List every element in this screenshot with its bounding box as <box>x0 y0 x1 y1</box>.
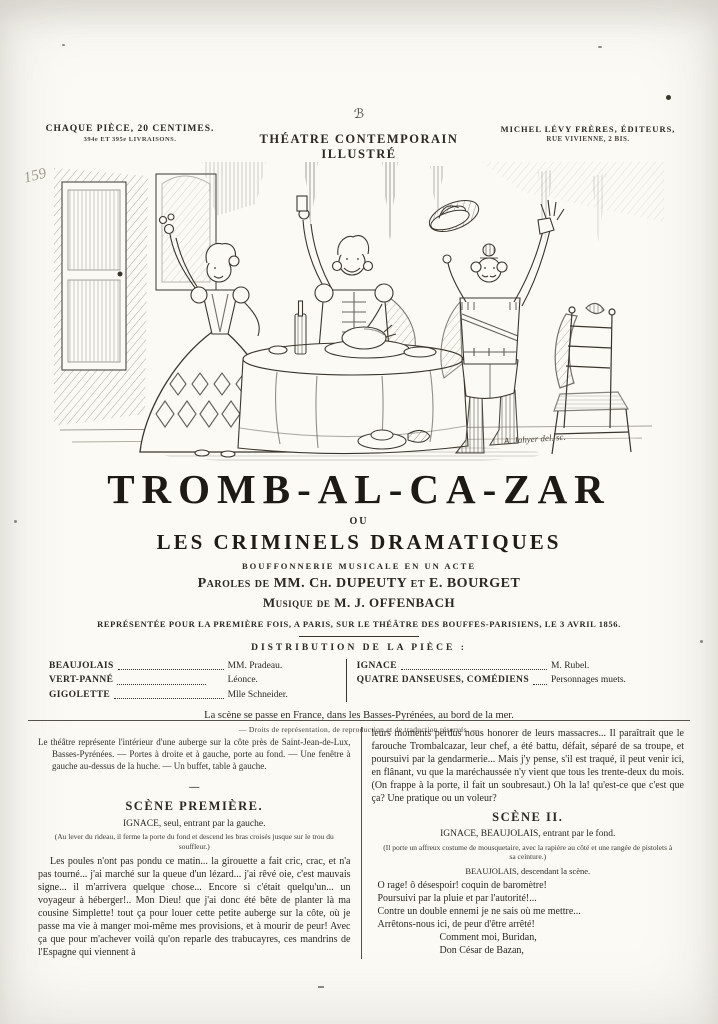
verse-line: Arrêtons-nous ici, de peur d'être arrêté! <box>377 919 535 931</box>
publisher-monogram-icon: ℬ <box>353 106 365 121</box>
cast-column-right <box>346 659 679 702</box>
scene2-heading: SCÈNE II. <box>492 810 564 824</box>
masthead <box>0 106 718 162</box>
cast-row <box>49 673 336 687</box>
cast-row <box>49 688 336 702</box>
dotted-leader <box>118 669 224 670</box>
price-block <box>26 124 234 144</box>
stage-setting: Le théâtre représente l'intérieur d'une auberge sur la côte près de Saint-Jean-de-Lux, Basses-Pyrénées. — Portes à droite et à gauche, porte au fond. — Une fenêtre à gauche au-dessus de la huche. — Un buffet, table à gauche. <box>38 737 351 772</box>
address-line: RUE VIVIENNE, 2 BIS. <box>546 134 630 143</box>
series-title: THÉATRE CONTEMPORAIN ILLUSTRÉ <box>259 132 459 161</box>
scene1-speech-continuation: leurs moments perdus nous honorer de leurs massacres... Il paraîtrait que le farouche Trombalcazar, leur chef, a été battu, défait, séparé de sa troupe, et poursuivi par la gendarmerie... Mais j'y pense, s'il est traqué, il peut venir ici, en flânant, vu que la maréchaussée n'y vient que tous les trente-deux du mois. (On frappe à la porte, il fait un soubresaut.) Oh la la! qu'est-ce que c'est que ça? Une pratique ou un voleur? <box>371 728 684 804</box>
play-title: TROMB-AL-CA-ZAR <box>107 466 611 512</box>
genre-line: BOUFFONNERIE MUSICALE EN UN ACTE <box>241 561 477 572</box>
scene1-heading: SCÈNE PREMIÈRE. <box>125 799 264 814</box>
dash-divider: — <box>189 782 200 794</box>
ou-label: OU <box>349 516 369 528</box>
divider-rule <box>299 636 419 637</box>
rights-line: — Droits de représentation, de reproduction et de traduction réservés. — <box>238 724 480 734</box>
series-title-block <box>234 106 484 162</box>
verse-line: Contre un double ennemi je ne sais où me mettre... <box>377 906 581 918</box>
cast-row <box>357 659 669 673</box>
scan-speck <box>318 986 324 988</box>
dotted-leader <box>117 684 205 685</box>
scan-speck <box>62 44 65 46</box>
engraver-signature: A. Jahyer del. sc. <box>503 431 566 446</box>
cast-role: BEAUJOLAIS <box>49 661 114 672</box>
dotted-leader <box>114 698 223 699</box>
publisher-line: MICHEL LÉVY FRÈRES, ÉDITEURS, <box>500 124 676 134</box>
scene1-characters: IGNACE, seul, entrant par la gauche. <box>123 818 266 829</box>
premiere-line: REPRÉSENTÉE POUR LA PREMIÈRE FOIS, A PARIS, SUR LE THÉÂTRE DES BOUFFES-PARISIENS, LE 3 AVRIL 1856. <box>97 619 621 630</box>
cast-row <box>49 659 336 673</box>
cast-role: IGNACE <box>356 661 397 672</box>
cast-column-left <box>39 659 346 702</box>
engraving-illustration <box>52 162 664 468</box>
section-rule <box>28 720 690 721</box>
cast-actor: Mlle Schneider. <box>227 689 288 700</box>
cast-actor: M. Rubel. <box>551 661 590 672</box>
play-subtitle: LES CRIMINELS DRAMATIQUES <box>156 530 562 555</box>
script-columns <box>38 727 684 959</box>
scan-speck <box>598 46 602 48</box>
scene2-characters: IGNACE, BEAUJOLAIS, entrant par le fond. <box>440 829 616 840</box>
scene-note: La scène se passe en France, dans les Basses-Pyrénées, au bord de la mer. <box>204 709 514 721</box>
cast-list <box>39 659 679 702</box>
cast-row <box>357 673 669 687</box>
scene2-speaker: BEAUJOLAIS, descendant la scène. <box>465 866 591 877</box>
scan-speck <box>666 95 671 100</box>
composer-line: Musique de M. J. OFFENBACH <box>262 595 456 611</box>
dotted-leader <box>401 669 547 670</box>
verse-block <box>372 879 685 957</box>
script-column-left <box>38 727 361 959</box>
cast-actor: Léonce. <box>227 675 258 686</box>
dotted-leader <box>533 684 547 685</box>
title-block <box>0 468 718 734</box>
verse-line: O rage! ô désespoir! coquin de baromètre! <box>377 880 547 892</box>
issue-line: 394e ET 395e LIVRAISONS. <box>83 135 177 143</box>
scene2-stage-direction: (Il porte un affreux costume de mousquetaire, avec la rapière au côté et une rangée de pistolets à sa ceinture.) <box>383 842 673 862</box>
cast-role: QUATRE DANSEUSES, COMÉDIENS <box>356 675 529 686</box>
scene1-stage-direction: (Au lever du rideau, il ferme la porte du fond et descend les bras croisés jusque sur le trou du souffleur.) <box>54 832 334 851</box>
distribution-heading: DISTRIBUTION DE LA PIÈCE : <box>251 643 467 654</box>
verse-line: Poursuivi par la pluie et par l'autorité!... <box>377 893 537 905</box>
verse-line: Comment moi, Buridan, <box>439 932 537 944</box>
authors-line: Paroles de MM. Ch. DUPEUTY et E. BOURGET <box>197 576 521 592</box>
script-column-right <box>361 727 685 959</box>
price-line: CHAQUE PIÈCE, 20 CENTIMES. <box>45 124 215 134</box>
cast-role: VERT-PANNÉ <box>49 675 114 686</box>
ceiling-drapes <box>202 162 664 258</box>
publisher-block <box>484 124 692 143</box>
cast-actor: Personnages muets. <box>551 675 626 686</box>
scene1-speech: Les poules n'ont pas pondu ce matin... la girouette a fait cric, crac, et n'a pas tourné... j'ai marché sur la queue d'un lézard... j'ai rêvé oie, c'est mauvais signe... il m'arrivera quelque chose... Encore si c'était quelqu'un... un voyageur à héberger!.. Mon Dieu! que j'ai donc été bête de planter là ma cousine Simplette! tout ça pour louer cette petite auberge sur la côte, où je passe ma vie à manger moi-même mes provisions, et à mourir de peur! Avec ça que pour m'achever voilà qu'on reparle des trabucayres, ces mandrins de l'Espagne qui viennent à <box>38 855 351 958</box>
cast-role: GIGOLETTE <box>49 689 111 700</box>
verse-line: Don César de Bazan, <box>439 945 524 957</box>
cast-actor: MM. Pradeau. <box>227 661 283 672</box>
handwritten-page-number: 159 <box>22 165 48 187</box>
